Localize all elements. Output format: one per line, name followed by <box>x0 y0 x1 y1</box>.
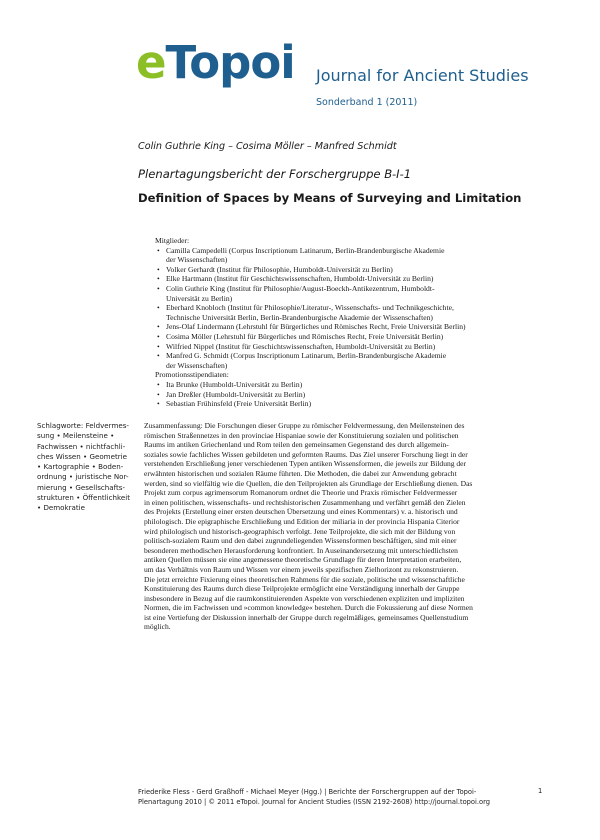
fellow-item: • Ita Brunke (Humboldt-Universität zu Berlin) <box>157 379 303 389</box>
etopoi-logo <box>136 36 295 89</box>
journal-title: Journal for Ancient Studies <box>316 66 529 85</box>
members-list <box>155 246 550 371</box>
footer-line: Plenartagung 2010 | © 2011 eTopoi. Journal for Ancient Studies (ISSN 2192-2608) http://journal.topoi.org <box>138 798 490 806</box>
keywords-line: Schlagworte: Feldvermes- <box>37 421 129 430</box>
abstract-line: verstehenden Erschließung jener verschiedenen Typen antiken Wissensformen, die jeweils zur Bildung der <box>144 459 467 469</box>
fellow-item: • Sebastian Frühinsfeld (Freie Universität Berlin) <box>157 399 312 409</box>
abstract-line: möglich. <box>144 622 171 632</box>
abstract-line: wird philologisch und historisch-geographisch verfolgt. Jene Teilprojekte, die sich mit der Bildung von <box>144 526 456 536</box>
member-item: • Volker Gerhardt (Institut für Philosophie, Humboldt-Universität zu Berlin) <box>157 264 393 274</box>
abstract-line: ist eine Vertiefung der Diskussion innerhalb der Gruppe durch regelmäßiges, gemeinsames Quellenstudium <box>144 612 469 622</box>
keywords-line: strukturen • Öffentlichkeit <box>37 493 131 503</box>
abstract-line: um das Verhältnis von Raum und Wissen vor einem jeweils spezifischen Zielhorizont zu rekonstruieren. <box>144 564 459 574</box>
member-item: • Camilla Campedelli (Corpus Inscriptionum Latinarum, Berlin-Brandenburgische Akademie der Wissenschaften) <box>157 245 445 265</box>
fellow-item: • Jan Dreßler (Humboldt-Universität zu Berlin) <box>157 389 306 399</box>
abstract-line: Zusammenfassung: Die Forschungen dieser Gruppe zu römischer Feldvermessung, den Meilensteinen des <box>144 421 465 430</box>
abstract-line: erwähnten historischen und sozialen Räume führten. Die Methoden, die dabei zur Anwendung gebracht <box>144 468 457 478</box>
article-title: Definition of Spaces by Means of Surveying and Limitation <box>138 191 522 205</box>
abstract-line: insbesondere in Bezug auf die raumkonstituierenden Aspekte von verschiedenen expliziten und impliziten <box>144 593 465 603</box>
abstract-line: Projekt zum corpus agrimensorum Romanorum ordnet die Theorie und Praxis römischer Feldvermesser <box>144 488 458 498</box>
abstract-line: in einen politischen, wissenschafts- und rechtshistorischen Zusammenhang und verfährt gemäß den Zielen <box>144 497 466 507</box>
abstract-line: Normen, die im Fachwissen und »common knowledge« bestehen. Durch die Fokussierung auf diese Normen <box>144 603 473 613</box>
logo-e: e <box>136 36 166 89</box>
member-item: • Elke Hartmann (Institut für Geschichtswissenschaften, Humboldt-Universität zu Berlin) <box>157 274 434 284</box>
page-number: 1 <box>538 787 543 795</box>
keywords-line: Fachwissen • nichtfachli- <box>37 441 126 451</box>
footer-citation <box>138 787 490 807</box>
abstract-line: römischen Straßennetzes in den provinciae Hispaniae sowie der Konstituierung sozialen und politischen <box>144 430 459 440</box>
abstract-line: politisch-sozialem Raum und den dabei zugrundeliegenden Wissensformen beschäftigen, sind mit einer <box>144 536 457 546</box>
abstract-line: Konstituierung des Raums durch diese Teilprojekte ermöglicht eine Verständigung innerhalb der Gruppe <box>144 584 460 594</box>
abstract-line: soziales sowie fachliches Wissen gebildeten und geformten Raums. Das Ziel unserer Forschung liegt in der <box>144 449 468 459</box>
member-item: • Jens-Olaf Lindermann (Lehrstuhl für Bürgerliches und Römisches Recht, Freie Universität Berlin) <box>157 322 466 332</box>
volume-label: Sonderband 1 (2011) <box>316 97 418 108</box>
fellows-list <box>155 380 550 409</box>
keywords-line: ches Wissen • Geometrie <box>37 451 127 461</box>
member-item: • Wilfried Nippel (Institut für Geschichtswissenschaften, Humboldt-Universität zu Berlin) <box>157 341 436 351</box>
keywords-line: • Demokratie <box>37 503 86 513</box>
abstract-line: des Projekts (Erstellung einer ersten deutschen Übersetzung und eines Kommentars) v. a. historisch und <box>144 507 458 517</box>
keywords-line: • Kartographie • Boden- <box>37 462 124 472</box>
abstract-line: antiken Quellen müssen sie eine angemessene theoretische Grundlage für deren Interpretation erarbeiten, <box>144 555 462 565</box>
members-section <box>155 236 550 409</box>
member-item: • Cosima Möller (Lehrstuhl für Bürgerliches und Römisches Recht, Freie Universität Berlin) <box>157 331 444 341</box>
keywords-line: mierung • Gesellschafts- <box>37 482 126 492</box>
abstract-line: Die jetzt erreichte Fixierung eines theoretischen Rahmens für die soziale, politische und wissenschaftliche <box>144 574 465 584</box>
abstract-line: Raums im antiken Griechenland und Rom teilen den gemeinsamen Gegenstand des durch allgemein- <box>144 440 449 450</box>
abstract-line: philologisch. Die epigraphische Erschließung und Edition der miliaria in der provincia Hispania Citerior <box>144 516 460 526</box>
member-item: • Manfred G. Schmidt (Corpus Inscriptionum Latinarum, Berlin-Brandenburgische Akademie der Wissenschaften) <box>157 351 447 370</box>
member-item: • Eberhard Knobloch (Institut für Philosophie/Literatur-, Wissenschafts- und Technikgeschichte, Technische Universität Berlin, Berlin-Brandenburgische Akademie der Wissenschaften) <box>157 303 454 322</box>
members-heading: Mitglieder: <box>155 236 190 245</box>
abstract-line: besonderen methodischen Herausforderung konfrontiert. In Auseinandersetzung mit unterschiedlichsten <box>144 545 458 555</box>
keywords-sidebar <box>37 421 137 514</box>
abstract <box>144 421 546 632</box>
report-title: Plenartagungsbericht der Forschergruppe B-I-1 <box>138 167 412 181</box>
fellows-heading: Promotionsstipendiaten: <box>155 370 229 380</box>
logo-topoi: Topoi <box>165 36 295 89</box>
footer-line: Friederike Fless - Gerd Graßhoff - Michael Meyer (Hgg.) | Berichte der Forschergruppen auf der Topoi- <box>138 788 477 796</box>
keywords-line: ordnung • juristische Nor- <box>37 472 129 482</box>
authors: Colin Guthrie King – Cosima Möller – Manfred Schmidt <box>138 141 397 152</box>
abstract-line: werden, sind so vielfältig wie die Quellen, die den Teilprojekten als Grundlage der Erschließung dienen. Das <box>144 478 473 488</box>
keywords-line: sung • Meilensteine • <box>37 431 115 441</box>
member-item: • Colin Guthrie King (Institut für Philosophie/August-Boeckh-Antikezentrum, Humboldt- Universität zu Berlin) <box>157 283 435 303</box>
